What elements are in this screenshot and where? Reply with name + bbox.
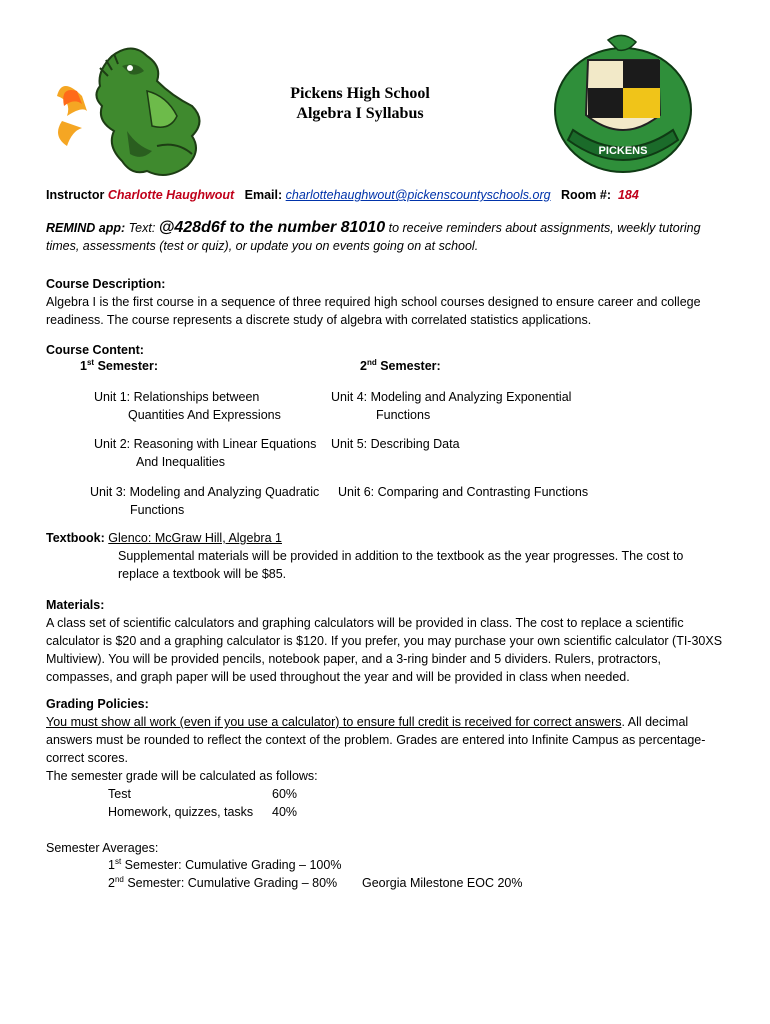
homework-weight-row (108, 803, 253, 821)
school-name: Pickens High School (290, 85, 430, 102)
grading-line1-rest: . All decimal (621, 715, 689, 729)
unit-3-line2: Functions (130, 503, 185, 517)
unit-1-line1: Unit 1: Relationships between (94, 390, 260, 404)
homework-label: Homework, quizzes, tasks (108, 805, 254, 819)
sem1-label: Semester: (97, 359, 159, 373)
course-name: Algebra I Syllabus (296, 105, 424, 122)
unit-4-line1: Unit 4: Modeling and Analyzing Exponential (331, 390, 572, 404)
remind-line2: times, assessments (test or quiz), or update you on events going on at school. (46, 239, 479, 253)
description-line1: Algebra I is the first course in a sequence of three required high school courses designed to ensure career and college (46, 295, 701, 309)
sem2-label: Semester: (380, 359, 441, 373)
unit-2-line1: Unit 2: Reasoning with Linear Equations (94, 437, 317, 451)
unit-2 (94, 435, 316, 471)
s2-sup: nd (114, 874, 124, 884)
grading-underlined: You must show all work (even if you use a calculator) to ensure full credit is received for correct answers (46, 715, 622, 729)
remind-block (46, 219, 736, 255)
s1-num: 1 (108, 858, 115, 872)
materials-section (46, 596, 736, 686)
semester1-average (108, 856, 341, 874)
semester2-average (108, 874, 337, 892)
textbook-line2: replace a textbook will be $85. (118, 567, 287, 581)
s1-text: Semester: Cumulative Grading – 100% (124, 858, 342, 872)
sem1-num: 1 (80, 359, 87, 373)
course-description (46, 275, 736, 329)
unit-1-line2: Quantities And Expressions (128, 408, 281, 422)
materials-line4: compasses, and graph paper will be used throughout the year and will be provided in class when needed. (46, 670, 630, 684)
s2-num: 2 (108, 876, 115, 890)
unit-5: Unit 5: Describing Data (331, 437, 460, 451)
document-title (200, 84, 520, 124)
georgia-milestone-eoc: Georgia Milestone EOC 20% (362, 876, 523, 890)
svg-text:PICKENS: PICKENS (598, 145, 648, 157)
materials-line1: A class set of scientific calculators and graphing calculators will be provided in class. The cost to replace a scientific (46, 616, 684, 630)
textbook-title: Glenco: McGraw Hill, Algebra 1 (108, 531, 282, 545)
test-weight-row (108, 785, 131, 803)
grading-heading: Grading Policies: (46, 697, 149, 711)
remind-line1-rest: to receive reminders about assignments, weekly tutoring (388, 221, 701, 235)
unit-3-line1: Unit 3: Modeling and Analyzing Quadratic (90, 485, 320, 499)
s1-sup: st (114, 856, 122, 866)
remind-label: REMIND app: (46, 221, 126, 235)
materials-line2: calculator is $20 and a graphing calculator is $120. If you prefer, you may purchase your own scientific calculator (TI-30XS (46, 634, 723, 648)
unit-3 (90, 483, 319, 519)
materials-line3: Multiview). You will be provided pencils, notebook paper, and a 3-ring binder and 5 dividers. Rulers, protractors, (46, 652, 661, 666)
test-label: Test (108, 787, 131, 801)
homework-weight-value: 40% (272, 805, 298, 819)
unit-1 (94, 388, 281, 424)
semester1-heading (80, 357, 158, 375)
unit-2-line2: And Inequalities (136, 455, 225, 469)
semester2-heading (360, 357, 441, 375)
sem2-sup: nd (366, 357, 377, 367)
description-line2: readiness. The course represents a discrete study of algebra with correlated statistics applications. (46, 313, 592, 327)
instructor-line (46, 188, 639, 202)
grading-line2: answers must be rounded to reflect the context of the problem. Grades are entered into Infinite Campus as percentage- (46, 733, 706, 747)
grading-section (46, 695, 736, 785)
grading-line4: The semester grade will be calculated as follows: (46, 769, 318, 783)
textbook-label: Textbook: (46, 531, 105, 545)
content-heading: Course Content: (46, 343, 144, 357)
averages-heading: Semester Averages: (46, 841, 159, 855)
textbook-section (46, 529, 736, 583)
s2-text: Semester: Cumulative Grading – 80% (127, 876, 338, 890)
remind-code: @428d6f to the number 81010 (158, 219, 386, 236)
remind-text-prefix: Text: (128, 221, 156, 235)
email-link[interactable]: charlottehaughwout@pickenscountyschools.org (285, 188, 551, 202)
unit-6: Unit 6: Comparing and Contrasting Functions (338, 485, 589, 499)
room-number: 184 (617, 188, 639, 202)
unit-4 (331, 388, 571, 424)
unit-4-line2: Functions (376, 408, 431, 422)
instructor-label: Instructor (46, 188, 105, 202)
sem2-num: 2 (360, 359, 367, 373)
textbook-line1: Supplemental materials will be provided in addition to the textbook as the year progresses. The cost to (118, 549, 684, 563)
grading-line3: correct scores. (46, 751, 128, 765)
test-weight-value: 60% (272, 787, 298, 801)
dragon-mascot-logo (52, 36, 212, 186)
sem1-sup: st (86, 357, 95, 367)
pickens-crest-logo (548, 30, 698, 180)
email-label: Email: (244, 188, 283, 202)
materials-heading: Materials: (46, 598, 105, 612)
description-heading: Course Description: (46, 277, 166, 291)
room-label: Room #: (561, 188, 611, 202)
instructor-name: Charlotte Haughwout (107, 188, 235, 202)
